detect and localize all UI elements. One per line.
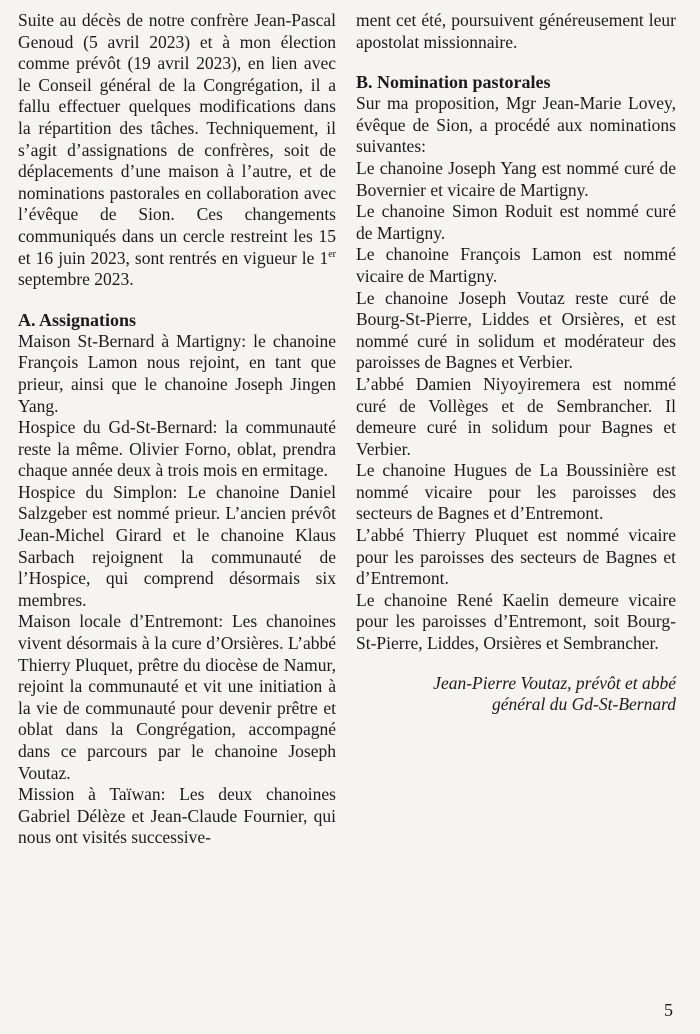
paragraph-taiwan: Mission à Taïwan: Les deux chanoines Gabriel Délèze et Jean-Claude Fournier, qui nous ont visités successive- [18,784,336,848]
paragraph-boussiniere: Le chanoine Hugues de La Boussinière est nommé vicaire pour les paroisses des secteurs de Bagnes et d’Entremont. [356,460,676,524]
paragraph-niyoyiremera: L’abbé Damien Niyoyiremera est nommé curé de Vollèges et de Sembrancher. Il demeure curé in solidum pour Bagnes et Verbier. [356,373,676,459]
intro-text-end: septembre 2023. [18,269,134,290]
paragraph-lamon: Le chanoine François Lamon est nommé vicaire de Martigny. [356,244,676,286]
intro-text: Suite au décès de notre confrère Jean-Pascal Genoud (5 avril 2023) et à mon élection comme prévôt (19 avril 2023), en lien avec le Conseil général de la Congrégation, il a fallu effectuer quelques modifications dans la répartition des tâches. Techniquement, il s’agit d’assignations de confrères, soit de déplacements d’une maison à l’autre, et de nominations pastorales en collaboration avec l’évêque de Sion. Ces changements communiqués dans un cercle restreint les 15 et 16 juin 2023, sont rentrés en vigueur le 1 [18,10,336,268]
page-number: 5 [664,1000,673,1020]
right-column [356,10,676,716]
paragraph-roduit: Le chanoine Simon Roduit est nommé curé de Martigny. [356,201,676,243]
paragraph-pluquet: L’abbé Thierry Pluquet est nommé vicaire pour les paroisses des secteurs de Bagnes et d’Entremont. [356,525,676,589]
paragraph-hospice-simplon: Hospice du Simplon: Le chanoine Daniel Salzgeber est nommé prieur. L’ancien prévôt Jean-Michel Girard et le chanoine Klaus Sarbach rejoignent la communauté de l’Hospice, qui comprend désormais six membres. [18,481,336,610]
paragraph-entremont: Maison locale d’Entremont: Les chanoines vivent désormais à la cure d’Orsières. L’abbé Thierry Pluquet, prêtre du diocèse de Namur, rejoint la communauté et vit une initiation à la vie de communauté pour devenir prêtre et oblat dans la Congrégation, accompagné dans ce parcours par le chanoine Joseph Voutaz. [18,611,336,783]
signature-line-1: Jean-Pierre Voutaz, prévôt et abbé [433,672,676,693]
ordinal-superscript: er [328,248,336,260]
paragraph-kaelin: Le chanoine René Kaelin demeure vicaire pour les paroisses d’Entremont, soit Bourg-St-Pierre, Liddes, Orsières et Sembrancher. [356,589,676,654]
paragraph-hospice-gd-st-bernard: Hospice du Gd-St-Bernard: la communauté reste la même. Olivier Forno, oblat, prendra chaque année deux à trois mois en ermitage. [18,417,336,481]
paragraph-continuation: ment cet été, poursuivent généreusement leur apostolat missionnaire. [356,10,676,52]
intro-paragraph [18,10,336,291]
signature [356,673,676,716]
paragraph-martigny: Maison St-Bernard à Martigny: le chanoine François Lamon nous rejoint, en tant que prieur, ainsi que le chanoine Joseph Jingen Yang. [18,330,336,416]
paragraph-yang: Le chanoine Joseph Yang est nommé curé de Bovernier et vicaire de Martigny. [356,157,676,200]
paragraph-voutaz: Le chanoine Joseph Voutaz reste curé de Bourg-St-Pierre, Liddes et Orsières, et est nommé curé in solidum et modérateur des paroisses de Bagnes et Verbier. [356,287,676,373]
left-column [18,10,336,849]
signature-line-2: général du Gd-St-Bernard [491,694,676,715]
paragraph-proposition: Sur ma proposition, Mgr Jean-Marie Lovey, évêque de Sion, a procédé aux nominations suivantes: [356,93,676,157]
heading-nominations: B. Nomination pastorales [356,72,551,93]
heading-assignations: A. Assignations [18,309,137,330]
